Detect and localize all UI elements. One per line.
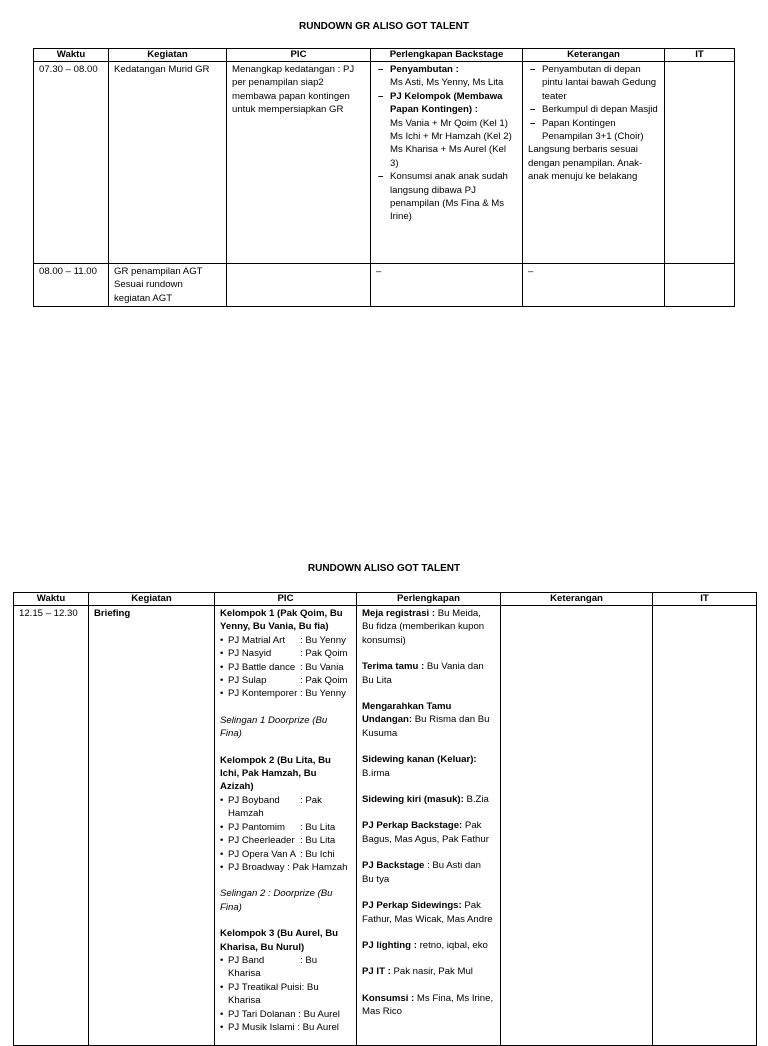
perlengkapan-item: Terima tamu : Bu Vania dan Bu Lita <box>362 661 484 686</box>
cell-perlengkapan: – <box>371 264 523 307</box>
header-kegiatan: Kegiatan <box>89 593 215 606</box>
keterangan-text: Langsung berbaris sesuai dengan penampilan. Anak-anak menuju ke belakang <box>528 144 643 183</box>
perlengkapan-item: Sidewing kiri (masuk): B.Zia <box>362 794 489 806</box>
cell-pic: Menangkap kedatangan : PJ per penampilan siap2 membawa papan kontingen untuk mempersiapkan GR <box>227 62 371 264</box>
header-keterangan: Keterangan <box>501 593 653 606</box>
header-waktu: Waktu <box>14 593 89 606</box>
cell-keterangan <box>523 62 665 264</box>
cell-kegiatan: Briefing <box>89 606 215 1046</box>
perlengkapan-item: Mengarahkan Tamu Undangan: Bu Risma dan Bu Kusuma <box>362 701 490 739</box>
cell-kegiatan: Kedatangan Murid GR <box>109 62 227 264</box>
kelompok-line: Ms Vania + Mr Qoim (Kel 1) <box>390 117 508 129</box>
perlengkapan-item: PJ Backstage : Bu Asti dan Bu tya <box>362 860 481 885</box>
table-row <box>34 62 735 264</box>
perlengkapan-item: Konsumsi : Ms Fina, Ms Irine, Mas Rico <box>362 992 494 1018</box>
header-kegiatan: Kegiatan <box>109 49 227 62</box>
doc1-table <box>33 48 735 307</box>
selingan-2: Selingan 2 : Doorprize (Bu Fina) <box>220 888 333 913</box>
cell-waktu: 08.00 – 11.00 <box>34 264 109 307</box>
keterangan-item: – Papan Kontingen Penampilan 3+1 (Choir) <box>528 117 659 144</box>
list-item: • PJ Band : Bu Kharisa <box>220 954 351 981</box>
list-item: • PJ Matrial Art : Bu Yenny <box>220 634 351 647</box>
header-waktu: Waktu <box>34 49 109 62</box>
perlengkapan-item: Meja registrasi : Bu Meida, Bu fidza (memberikan kupon konsumsi) <box>362 608 485 646</box>
kelompok-2-title: Kelompok 2 (Bu Lita, Bu Ichi, Pak Hamzah, Bu Azizah) <box>220 754 331 793</box>
cell-it <box>665 62 735 264</box>
cell-pic <box>227 264 371 307</box>
list-item: • PJ Boyband : Pak Hamzah <box>220 794 351 821</box>
list-item: • PJ Treatikal Puisi: Bu Kharisa <box>220 981 351 1008</box>
cell-keterangan: – <box>523 264 665 307</box>
cell-it <box>665 264 735 307</box>
cell-perlengkapan <box>357 606 501 1046</box>
penyambutan-item <box>376 63 517 90</box>
cell-it <box>653 606 757 1046</box>
list-item: • PJ Opera Van A : Bu Ichi <box>220 848 351 861</box>
list-item: • PJ Kontemporer : Bu Yenny <box>220 687 351 700</box>
keterangan-item: – Berkumpul di depan Masjid <box>528 103 659 116</box>
penyambutan-value: Ms Asti, Ms Yenny, Ms Lita <box>390 77 504 89</box>
kelompok-3-title: Kelompok 3 (Bu Aurel, Bu Kharisa, Bu Nurul) <box>220 928 338 953</box>
perlengkapan-item: PJ Perkap Backstage: Pak Bagus, Mas Agus, Pak Fathur <box>362 820 489 845</box>
cell-pic <box>215 606 357 1046</box>
perlengkapan-item: PJ Perkap Sidewings: Pak Fathur, Mas Wicak, Mas Andre <box>362 900 493 925</box>
list-item: • PJ Battle dance : Bu Vania <box>220 661 351 674</box>
header-perlengkapan: Perlengkapan <box>357 593 501 606</box>
keterangan-item: – Penyambutan di depan pintu lantai bawah Gedung teater <box>528 63 659 103</box>
selingan-1: Selingan 1 Doorprize (Bu Fina) <box>220 714 328 740</box>
list-item: • PJ Pantomim : Bu Lita <box>220 821 351 834</box>
cell-waktu: 07.30 – 08.00 <box>34 62 109 264</box>
header-pic: PIC <box>215 593 357 606</box>
header-it: IT <box>653 593 757 606</box>
penyambutan-label: Penyambutan : <box>390 64 459 75</box>
doc2-header-row <box>14 593 757 606</box>
header-keterangan: Keterangan <box>523 49 665 62</box>
cell-kegiatan: GR penampilan AGT Sesuai rundown kegiatan AGT <box>109 264 227 307</box>
perlengkapan-item: PJ lighting : retno, iqbal, eko <box>362 939 488 951</box>
konsumsi-text: Konsumsi anak anak sudah langsung dibawa PJ penampilan (Ms Fina & Ms Irine) <box>390 171 508 223</box>
kelompok-1-title: Kelompok 1 (Pak Qoim, Bu Yenny, Bu Vania, Bu fia) <box>220 608 343 633</box>
header-perlengkapan-backstage: Perlengkapan Backstage <box>371 49 523 62</box>
list-item: • PJ Broadway : Pak Hamzah <box>220 861 351 874</box>
doc1-title: RUNDOWN GR ALISO GOT TALENT <box>299 21 469 32</box>
perlengkapan-item: PJ IT : Pak nasir, Pak Mul <box>362 966 473 978</box>
header-pic: PIC <box>227 49 371 62</box>
cell-perlengkapan <box>371 62 523 264</box>
list-item: • PJ Sulap : Pak Qoim <box>220 674 351 687</box>
header-it: IT <box>665 49 735 62</box>
konsumsi-item <box>376 170 517 224</box>
doc1-header-row <box>34 49 735 62</box>
list-item: • PJ Cheerleader : Bu Lita <box>220 834 351 847</box>
kelompok-item <box>376 90 517 170</box>
cell-keterangan <box>501 606 653 1046</box>
table-row <box>14 606 757 1046</box>
table-row <box>34 264 735 307</box>
list-item: • PJ Nasyid : Pak Qoim <box>220 647 351 660</box>
list-item: • PJ Musik Islami : Bu Aurel <box>220 1021 351 1034</box>
doc2-table <box>13 592 757 1046</box>
cell-waktu: 12.15 – 12.30 <box>14 606 89 1046</box>
kelompok-line: Ms Kharisa + Ms Aurel (Kel 3) <box>390 144 506 169</box>
list-item: • PJ Tari Dolanan : Bu Aurel <box>220 1008 351 1021</box>
doc2-title: RUNDOWN ALISO GOT TALENT <box>307 563 461 574</box>
kelompok-line: Ms Ichi + Mr Hamzah (Kel 2) <box>390 131 512 143</box>
perlengkapan-item: Sidewing kanan (Keluar): B.irma <box>362 754 477 779</box>
kelompok-label: PJ Kelompok (Membawa Papan Kontingen) : <box>390 90 503 116</box>
